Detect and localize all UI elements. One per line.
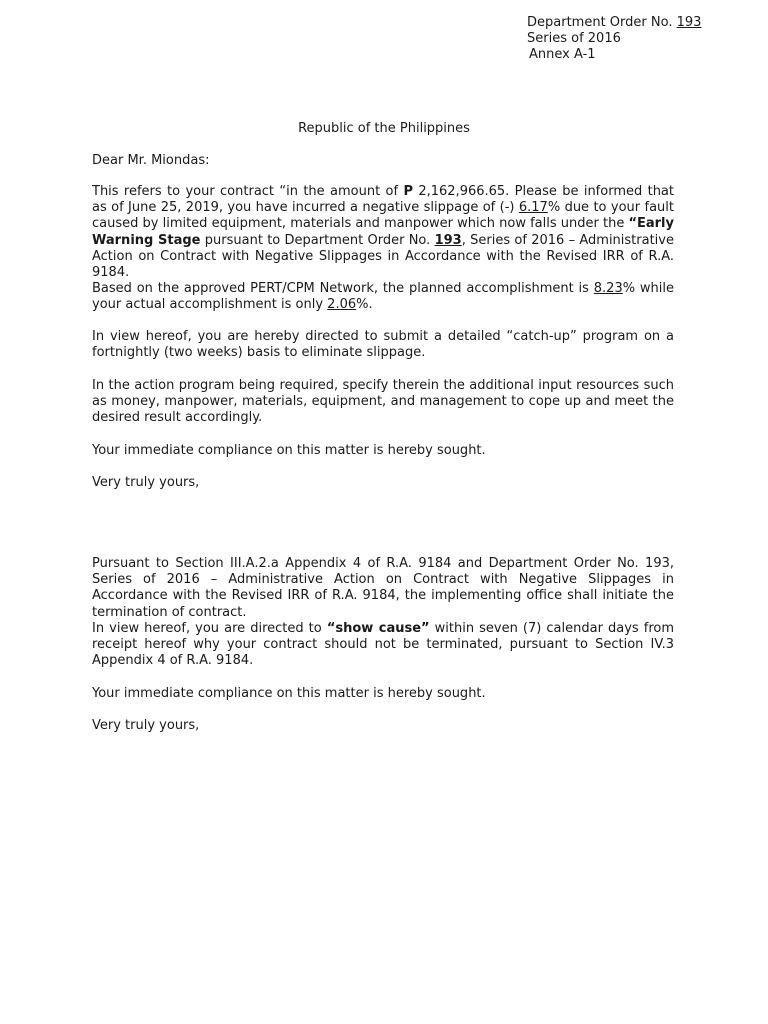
p2-text-1: Based on the approved PERT/CPM Network, the planned accomplishment is <box>92 281 594 296</box>
paragraph-show-cause <box>92 621 674 670</box>
p4-text: In the action program being required, specify therein the additional input resources such as money, manpower, materials, equipment, and management to cope up and meet the desired result accordingly. <box>92 378 674 426</box>
p8-text: Your immediate compliance on this matter is hereby sought. <box>92 686 486 701</box>
p1-text-1: This refers to your contract “in the amount of <box>92 184 404 199</box>
closing-1 <box>92 475 674 491</box>
p2-actual-value: 2.06 <box>327 297 357 313</box>
department-order-label: Department Order No. <box>527 15 673 30</box>
series-line: Series of 2016 <box>527 31 621 46</box>
department-order-line <box>527 15 701 31</box>
p2-text-2: % while your actual accomplishment is only <box>92 281 674 313</box>
department-order-number: 193 <box>676 15 702 30</box>
paragraph-action-program <box>92 378 674 427</box>
p3-text: In view hereof, you are hereby directed to submit a detailed “catch-up” program on a fortnightly (two weeks) basis to eliminate slippage. <box>92 329 674 361</box>
document-header <box>527 15 701 63</box>
p1-text-3: % due to your fault caused by limited equipment, materials and manpower which now falls under the <box>92 200 674 232</box>
p1-currency: P <box>403 184 413 199</box>
closing-2 <box>92 718 674 734</box>
p1-order-number: 193 <box>434 232 462 248</box>
closing-2-text: Very truly yours, <box>92 718 200 733</box>
annex-line: Annex A-1 <box>529 47 596 62</box>
p7-show-cause: “show cause” <box>326 621 430 636</box>
republic-heading: Republic of the Philippines <box>298 121 470 136</box>
p1-stage: “Early Warning Stage <box>92 216 674 248</box>
paragraph-accomplishment <box>92 281 674 313</box>
p1-slippage-value: 6.17 <box>518 200 548 216</box>
p5-text: Your immediate compliance on this matter is hereby sought. <box>92 443 486 458</box>
paragraph-termination <box>92 556 674 621</box>
p2-planned-value: 8.23 <box>593 281 623 296</box>
paragraph-compliance-2 <box>92 686 674 702</box>
p1-text-4: pursuant to Department Order No. <box>200 232 435 248</box>
p1-text-5: , Series of 2016 – Administrative Action on Contract with Negative Slippages in Accordance with the Revised IRR of R.A. 9184. <box>92 232 674 281</box>
paragraph-catch-up <box>92 329 674 361</box>
closing-1-text: Very truly yours, <box>92 475 200 490</box>
paragraph-contract-slippage <box>92 184 674 281</box>
salutation-text: Dear Mr. Miondas: <box>92 153 210 168</box>
salutation <box>92 153 674 169</box>
p1-text-2: 2,162,966.65. Please be informed that as of June 25, 2019, you have incurred a negative slippage of (-) <box>92 184 675 216</box>
paragraph-compliance-1 <box>92 443 674 459</box>
p7-text-1: In view hereof, you are directed to <box>92 621 327 636</box>
p6-text: Pursuant to Section III.A.2.a Appendix 4 of R.A. 9184 and Department Order No. 193, Series of 2016 – Administrative Action on Contract with Negative Slippages in Accordance with the Revised IRR of R.A. 9184, the implementing office shall initiate the termination of contract. <box>92 556 674 620</box>
p2-text-3: %. <box>356 297 373 313</box>
p7-text-2: within seven (7) calendar days from receipt hereof why your contract should not be terminated, pursuant to Section IV.3 Appendix 4 of R.A. 9184. <box>92 621 674 669</box>
